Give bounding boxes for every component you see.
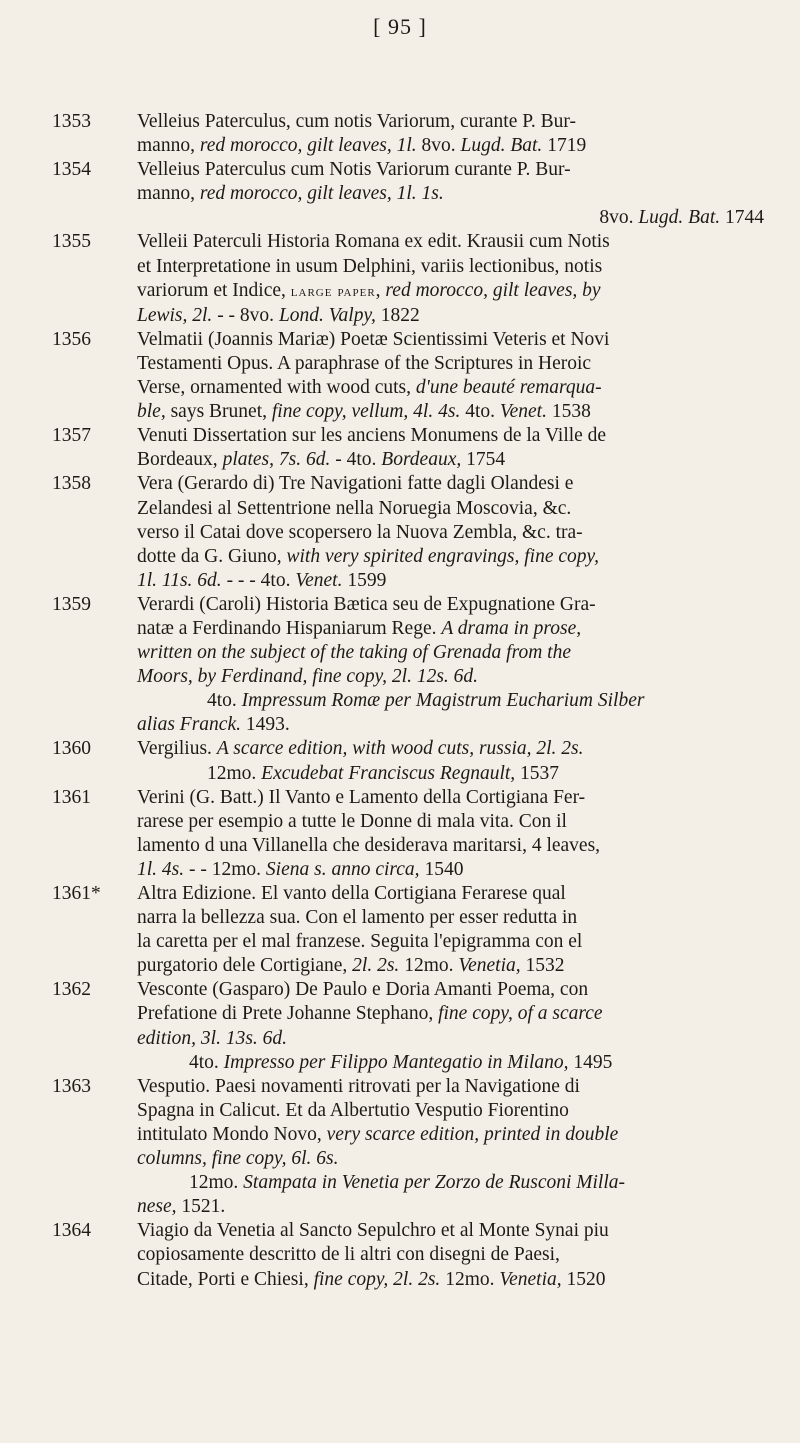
entry-number: 1361 <box>52 786 91 808</box>
entry-text: 12mo. <box>440 1268 500 1290</box>
entry-text: Vergilius. <box>137 738 217 760</box>
italic-text: Venet. <box>295 569 343 591</box>
italic-text: Moors, by Ferdinand, fine copy, 2l. 12s. 6d. <box>137 666 479 688</box>
entry-number: 1361* <box>52 883 101 904</box>
italic-text: Lond. Valpy, <box>278 304 376 326</box>
entry-number: 1356 <box>52 328 91 350</box>
entry-text: 1822 <box>375 304 420 326</box>
entry-text: Altra Edizione. El vanto della Cortigiana Ferarese qual <box>137 883 566 904</box>
entry-number: 1355 <box>52 231 91 253</box>
entry-text: Verardi (Caroli) Historia Bætica seu de Expugnatione Gra- <box>137 593 596 615</box>
entry-number: 1364 <box>52 1220 91 1242</box>
entry-text: 1521. <box>176 1196 226 1218</box>
entry-text: Venuti Dissertation sur les anciens Monumens de la Ville de <box>137 425 607 447</box>
entry-text: 12mo. <box>207 762 262 784</box>
page-number: [ 95 ] <box>373 14 427 39</box>
entry-1356 <box>52 328 764 424</box>
entry-text: lamento d una Villanella che desiderava maritarsi, 4 leaves, <box>137 834 601 856</box>
entry-text: 1532 <box>520 955 565 977</box>
entry-text: manno, <box>137 183 200 205</box>
entry-text: Viagio da Venetia al Sancto Sepulchro et al Monte Synai piu <box>137 1220 609 1242</box>
imprint-line <box>137 206 764 230</box>
entry-text: 1744 <box>720 207 764 229</box>
entry-text: 1719 <box>542 135 587 157</box>
entry-number: 1357 <box>52 425 91 447</box>
italic-text: Siena s. anno circa, <box>265 858 420 880</box>
entry-1357 <box>52 424 764 472</box>
entry-text: et Interpretatione in usum Delphini, variis lectionibus, notis <box>137 255 603 277</box>
italic-text: Impressum Romæ per Magistrum Eucharium Silber <box>241 690 645 712</box>
italic-text: alias Franck. <box>137 714 241 736</box>
entry-text: Vesconte (Gasparo) De Paulo e Doria Amanti Poema, con <box>137 979 589 1001</box>
italic-text: ble, <box>137 401 166 423</box>
entry-number: 1362 <box>52 979 91 1001</box>
entry-1359 <box>52 593 764 738</box>
italic-text: plates, 7s. 6d. <box>222 449 331 471</box>
italic-text: d'une beauté remarqua- <box>415 377 602 399</box>
entry-text: 8vo. <box>416 135 461 157</box>
italic-text: Lewis, 2l. <box>137 304 213 326</box>
entry-1364 <box>52 1219 764 1291</box>
entry-1358 <box>52 472 764 592</box>
imprint-line <box>137 762 764 786</box>
italic-text: written on the subject of the taking of Grenada from the <box>137 642 571 664</box>
entry-text: - - 8vo. <box>212 304 279 326</box>
italic-text: columns, fine copy, 6l. 6s. <box>137 1148 339 1170</box>
italic-text: Bordeaux, <box>381 449 462 471</box>
entry-text: , <box>375 279 386 301</box>
entry-text: intitulato Mondo Novo, <box>137 1123 327 1145</box>
entry-text: 1520 <box>561 1268 606 1290</box>
entry-1361 <box>52 786 764 882</box>
italic-text: edition, 3l. 13s. 6d. <box>137 1027 288 1049</box>
entry-text: large paper <box>290 282 376 300</box>
entry-text: copiosamente descritto de li altri con disegni de Paesi, <box>137 1244 560 1266</box>
entry-text: - - - 4to. <box>221 569 296 591</box>
entry-number: 1354 <box>52 159 91 181</box>
italic-text: Lugd. Bat. <box>638 207 721 229</box>
imprint-line <box>137 689 764 713</box>
entry-text: 1540 <box>419 858 464 880</box>
entry-text: Velmatii (Joannis Mariæ) Poetæ Scientissimi Veteris et Novi <box>137 328 610 350</box>
italic-text: fine copy, vellum, 4l. 4s. <box>271 401 461 423</box>
entry-text: 8vo. <box>599 207 639 229</box>
catalogue-entries <box>52 110 764 1292</box>
entry-text: manno, <box>137 135 200 157</box>
entry-text: says Brunet, <box>165 401 272 423</box>
entry-text: verso il Catai dove scopersero la Nuova Zembla, &c. tra- <box>137 521 583 543</box>
entry-number: 1358 <box>52 473 91 495</box>
entry-1363 <box>52 1075 764 1220</box>
entry-text: purgatorio dele Cortigiane, <box>137 955 353 977</box>
entry-text: Vesputio. Paesi novamenti ritrovati per la Navigatione di <box>137 1075 580 1097</box>
entry-text: Velleii Paterculi Historia Romana ex edit. Krausii cum Notis <box>137 231 610 253</box>
entry-text: 1599 <box>342 569 387 591</box>
entry-text: rarese per esempio a tutte le Donne di mala vita. Con il <box>137 810 567 832</box>
italic-text: A scarce edition, with wood cuts, russia, 2l. 2s. <box>216 738 584 760</box>
entry-text: Velleius Paterculus, cum notis Variorum, curante P. Bur- <box>137 111 577 132</box>
entry-number: 1363 <box>52 1075 91 1097</box>
entry-text: variorum et Indice, <box>137 279 291 301</box>
entry-text: Zelandesi al Settentrione nella Noruegia Moscovia, &c. <box>137 497 572 519</box>
entry-text: dotte da G. Giuno, <box>137 545 287 567</box>
italic-text: Venetia, <box>499 1268 562 1290</box>
entry-1362 <box>52 978 764 1074</box>
entry-text: 1538 <box>546 401 591 423</box>
italic-text: fine copy, of a scarce <box>438 1003 603 1025</box>
imprint-line <box>137 1051 764 1075</box>
italic-text: Stampata in Venetia per Zorzo de Rusconi Milla- <box>243 1172 626 1194</box>
entry-text: Verse, ornamented with wood cuts, <box>137 377 416 399</box>
entry-number: 1360 <box>52 738 91 760</box>
italic-text: red morocco, gilt leaves, 1l. 1s. <box>199 183 444 205</box>
entry-text: 4to. <box>207 690 242 712</box>
entry-text: 1754 <box>461 449 506 471</box>
italic-text: Venetia, <box>458 955 521 977</box>
italic-text: 2l. 2s. <box>352 955 400 977</box>
entry-text: narra la bellezza sua. Con el lamento per esser redutta in <box>137 907 578 929</box>
entry-1354 <box>52 158 764 230</box>
italic-text: fine copy, 2l. 2s. <box>313 1268 441 1290</box>
italic-text: 1l. 11s. 6d. <box>137 569 222 591</box>
entry-1353 <box>52 110 764 158</box>
entry-1355 <box>52 230 764 327</box>
italic-text: red morocco, gilt leaves, 1l. <box>199 135 417 157</box>
entry-1361-star <box>52 882 764 978</box>
italic-text: Lugd. Bat. <box>460 135 543 157</box>
entry-text: Citade, Porti e Chiesi, <box>137 1268 314 1290</box>
imprint-line <box>137 1171 764 1195</box>
italic-text: with very spirited engravings, fine copy, <box>286 545 599 567</box>
entry-number: 1359 <box>52 593 91 615</box>
entry-text: Vera (Gerardo di) Tre Navigationi fatte dagli Olandesi e <box>137 473 574 495</box>
entry-text: 4to. <box>460 401 500 423</box>
entry-text: Testamenti Opus. A paraphrase of the Scriptures in Heroic <box>137 352 592 374</box>
entry-text: - 4to. <box>330 449 382 471</box>
italic-text: Impresso per Filippo Mantegatio in Milano, <box>223 1051 569 1073</box>
entry-text: - - 12mo. <box>184 858 266 880</box>
entry-text: 12mo. <box>189 1172 244 1194</box>
entry-text: Prefatione di Prete Johanne Stephano, <box>137 1003 439 1025</box>
italic-text: A drama in prose, <box>441 617 582 639</box>
entry-text: Verini (G. Batt.) Il Vanto e Lamento della Cortigiana Fer- <box>137 786 586 808</box>
entry-1360 <box>52 737 764 785</box>
italic-text: red morocco, gilt leaves, by <box>385 279 601 301</box>
entry-text: 1495 <box>568 1051 613 1073</box>
entry-text: Bordeaux, <box>137 449 223 471</box>
entry-text: 1493. <box>240 714 290 736</box>
entry-text: 4to. <box>189 1051 224 1073</box>
entry-text: natæ a Ferdinando Hispaniarum Rege. <box>137 617 442 639</box>
italic-text: nese, <box>137 1196 177 1218</box>
entry-text: Velleius Paterculus cum Notis Variorum curante P. Bur- <box>137 159 571 181</box>
italic-text: very scarce edition, printed in double <box>326 1123 619 1145</box>
entry-number: 1353 <box>52 111 91 132</box>
italic-text: Excudebat Franciscus Regnault, <box>261 762 516 784</box>
entry-text: Spagna in Calicut. Et da Albertutio Vesputio Fiorentino <box>137 1099 569 1121</box>
entry-text: la caretta per el mal franzese. Seguita l'epigramma con el <box>137 931 583 953</box>
italic-text: Venet. <box>499 401 547 423</box>
entry-text: 1537 <box>515 762 560 784</box>
italic-text: 1l. 4s. <box>137 858 185 880</box>
entry-text: 12mo. <box>399 955 459 977</box>
